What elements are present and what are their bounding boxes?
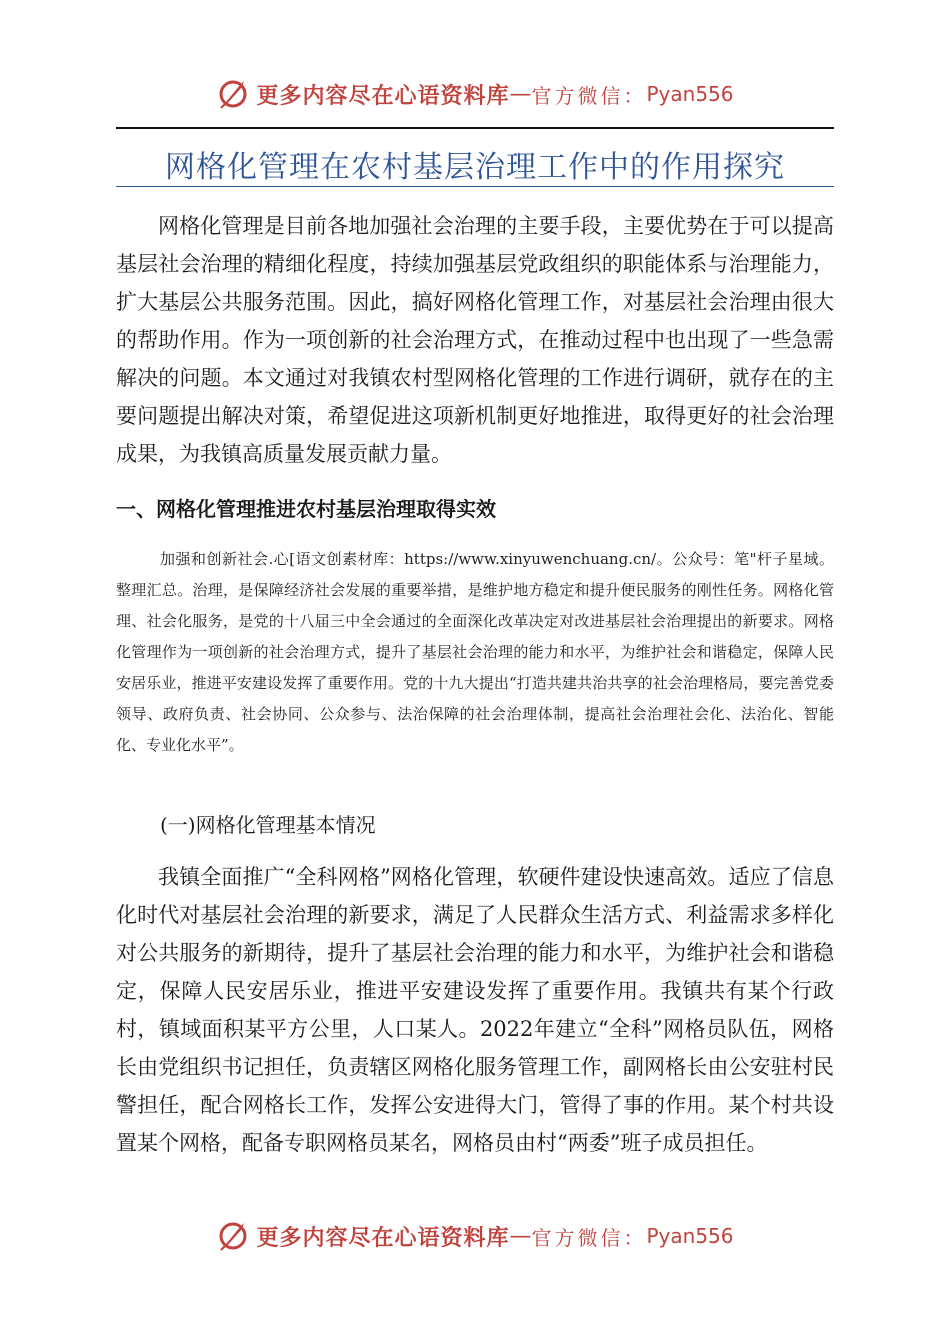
banner-separator: — (509, 1223, 532, 1249)
banner-wechat-label: 官方微信： (531, 83, 647, 108)
section-heading: 一、网格化管理推进农村基层治理取得实效 (116, 497, 496, 521)
banner-separator: — (509, 81, 532, 107)
subsection-heading: (一)网格化管理基本情况 (160, 813, 376, 837)
banner-wechat-id: Pyan556 (646, 1224, 734, 1248)
banner-wechat-id: Pyan556 (646, 82, 734, 106)
header-banner (0, 74, 950, 114)
subsection-paragraph: 我镇全面推广“全科网格”网格化管理，软硬件建设快速高效。适应了信息化时代对基层社会治理的新要求，满足了人民群众生活方式、利益需求多样化对公共服务的新期待，提升了基层社会治理的能力和水平，为维护社会和谐稳定，保障人民安居乐业，推进平安建设发挥了重要作用。我镇共有某个行政村，镇域面积某平方公里，人口某人。2022年建立“全科”网格员队伍，网格长由党组织书记担任，负责辖区网格化服务管理工作，副网格长由公安驻村民警担任，配合网格长工作，发挥公安进得大门，管得了事的作用。某个村共设置某个网格，配备专职网格员某名，网格员由村“两委”班子成员担任。 (116, 865, 834, 1155)
quill-logo-icon (216, 77, 250, 111)
header-divider (116, 127, 834, 129)
banner-main-text: 更多内容尽在心语资料库 (256, 1225, 510, 1251)
banner-main-text: 更多内容尽在心语资料库 (256, 83, 510, 109)
banner-wechat-label: 官方微信： (531, 1225, 647, 1250)
quill-logo-icon (216, 1219, 250, 1253)
intro-paragraph: 网格化管理是目前各地加强社会治理的主要手段，主要优势在于可以提高基层社会治理的精细化程度，持续加强基层党政组织的职能体系与治理能力，扩大基层公共服务范围。因此，搞好网格化管理工作，对基层社会治理由很大的帮助作用。作为一项创新的社会治理方式，在推动过程中也出现了一些急需解决的问题。本文通过对我镇农村型网格化管理的工作进行调研，就存在的主要问题提出解决对策，希望促进这项新机制更好地推进，取得更好的社会治理成果，为我镇高质量发展贡献力量。 (116, 214, 834, 466)
section-paragraph: 加强和创新社会.心[语文创素材库：https://www.xinyuwenchuang.cn/。公众号：笔"杆子星域。整理汇总。治理，是保障经济社会发展的重要举措，是维护地方稳定和提升便民服务的刚性任务。网格化管理、社会化服务，是党的十八届三中全会通过的全面深化改革决定对改进基层社会治理提出的新要求。网格化管理作为一项创新的社会治理方式，提升了基层社会治理的能力和水平，为维护社会和谐稳定，保障人民安居乐业，推进平安建设发挥了重要作用。党的十九大提出“打造共建共治共享的社会治理格局，要完善党委领导、政府负责、社会协同、公众参与、法治保障的社会治理体制，提高社会治理社会化、法治化、智能化、专业化水平”。 (116, 550, 834, 754)
document-title: 网格化管理在农村基层治理工作中的作用探究 (165, 150, 785, 185)
footer-banner (0, 1216, 950, 1256)
title-underline (116, 186, 834, 187)
